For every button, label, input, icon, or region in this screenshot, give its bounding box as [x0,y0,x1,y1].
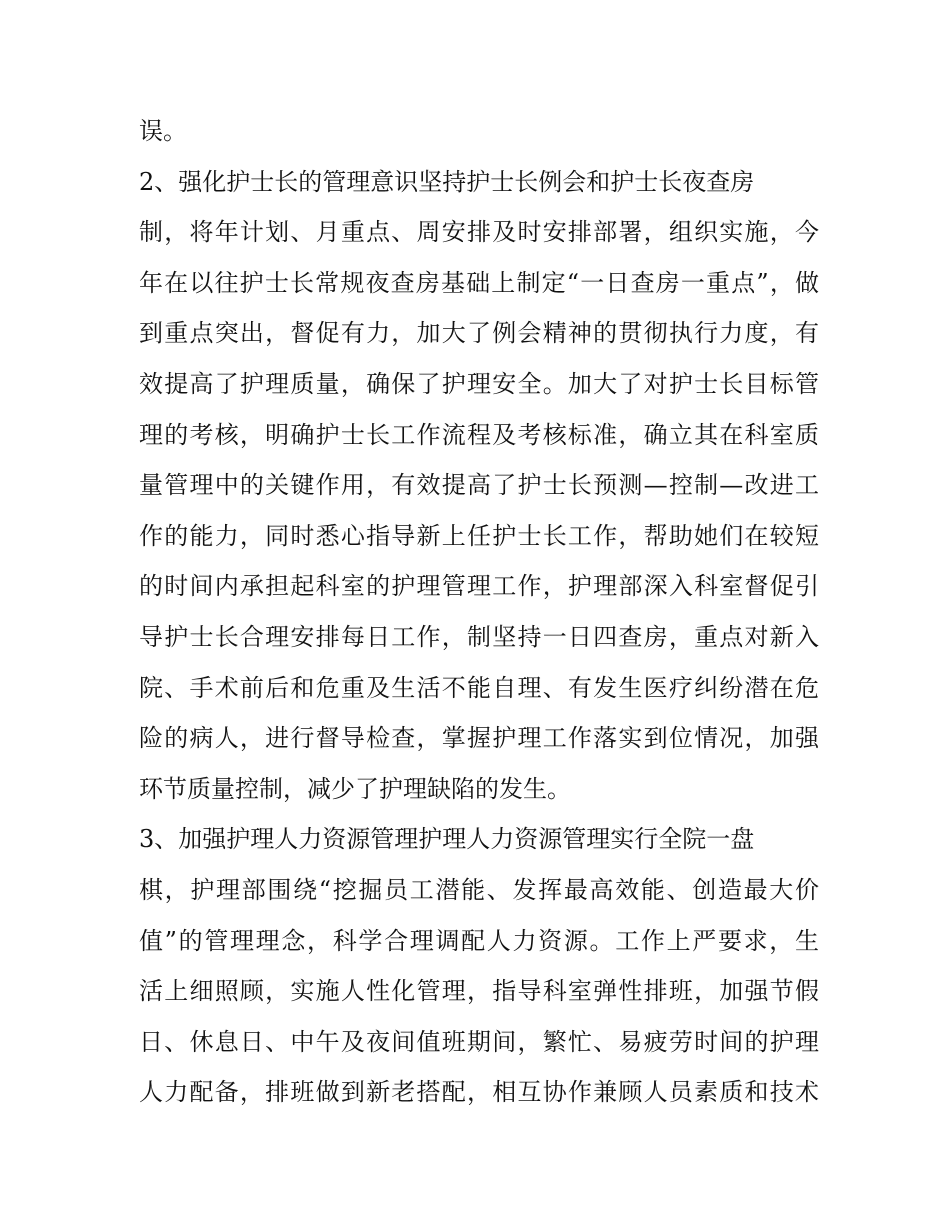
text-line-13: 险的病人，进行督导检查，掌握护理工作落实到位情况，加强 [139,724,819,753]
text-line-11: 导护士长合理安排每日工作，制坚持一日四查房，重点对新入 [139,622,819,651]
text-line-12: 院、手术前后和危重及生活不能自理、有发生医疗纠纷潜在危 [139,673,819,702]
text-line-7: 理的考核，明确护士长工作流程及考核标准，确立其在科室质 [139,420,819,449]
text-line-20: 人力配备，排班做到新老搭配，相互协作兼顾人员素质和技术 [139,1078,819,1107]
text-line-5: 到重点突出，督促有力，加大了例会精神的贯彻执行力度，有 [139,319,819,348]
text-line-2: 2、强化护士长的管理意识坚持护士长例会和护士长夜查房 [139,167,755,196]
text-line-14: 环节质量控制，减少了护理缺陷的发生。 [139,774,571,803]
text-line-19: 日、休息日、中午及夜间值班期间，繁忙、易疲劳时间的护理 [139,1027,819,1056]
document-body-text [139,106,819,1118]
text-line-17: 值”的管理理念，科学合理调配人力资源。工作上严要求，生 [139,926,819,955]
text-line-10: 的时间内承担起科室的护理管理工作，护理部深入科室督促引 [139,572,819,601]
text-line-3: 制，将年计划、月重点、周安排及时安排部署，组织实施，今 [139,218,819,247]
text-line-1: 误。 [139,117,187,145]
text-line-9: 作的能力，同时悉心指导新上任护士长工作，帮助她们在较短 [139,521,819,550]
text-line-16: 棋，护理部围绕“挖掘员工潜能、发挥最高效能、创造最大价 [139,875,819,904]
text-line-4: 年在以往护士长常规夜查房基础上制定“一日查房一重点”，做 [139,268,819,297]
text-line-8: 量管理中的关键作用，有效提高了护士长预测—控制—改进工 [139,471,819,500]
text-line-6: 效提高了护理质量，确保了护理安全。加大了对护士长目标管 [139,369,819,398]
text-line-18: 活上细照顾，实施人性化管理，指导科室弹性排班，加强节假 [139,977,819,1006]
text-line-15: 3、加强护理人力资源管理护理人力资源管理实行全院一盘 [139,825,755,854]
